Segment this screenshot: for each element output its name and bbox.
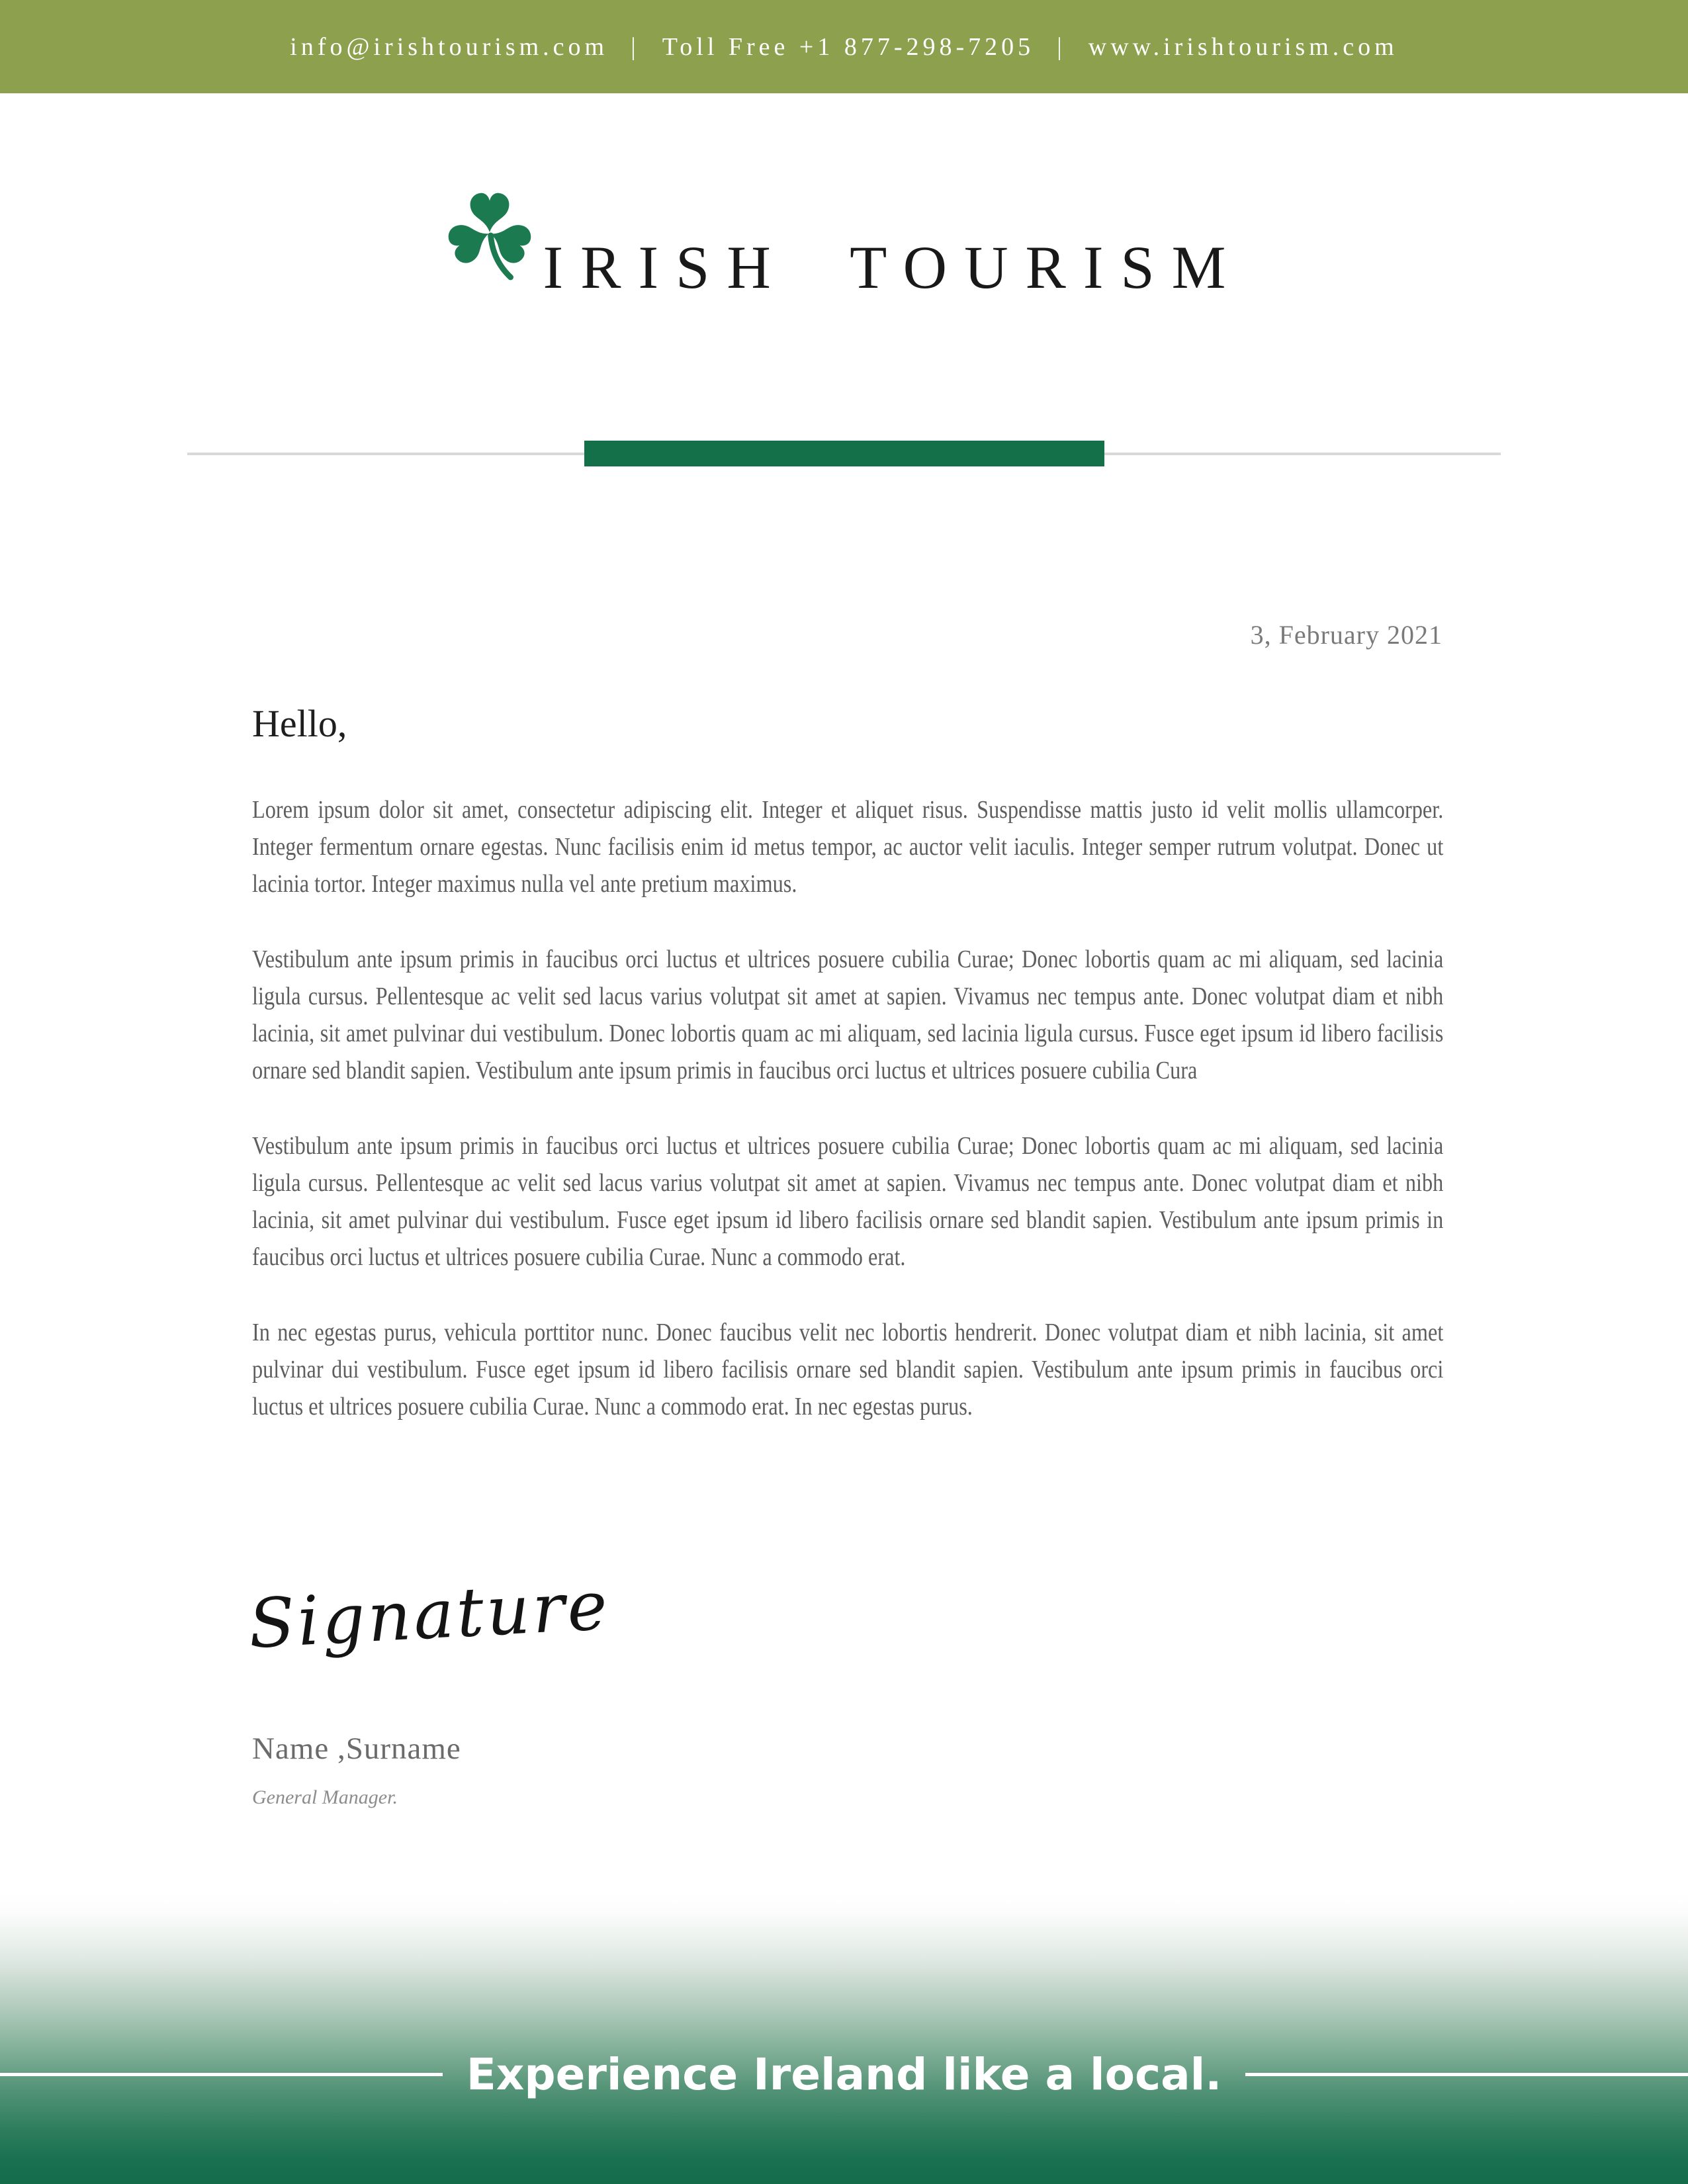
letter-paragraph: In nec egestas purus, vehicula porttitor nunc. Donec faucibus velit nec lobortis hendrerit. Donec volutpat diam et nibh lacinia, sit amet pulvinar dui vestibulum. Fusce eget ipsum id libero facilisis ornare sed blandit sapien. Vestibulum ante ipsum primis in faucibus orci luctus et ultrices posuere cubilia Curae. Nunc a commodo erat. In nec egestas purus.	[252, 1319, 1444, 1420]
letter-paragraph: Lorem ipsum dolor sit amet, consectetur adipiscing elit. Integer et aliquet risus. Suspendisse mattis justo id velit mollis ullamcorper. Integer fermentum ornare egestas. Nunc facilisis enim id metus tempor, ac auctor velit iaculis. Integer semper rutrum volutpat. Donec ut lacinia tortor. Integer maximus nulla vel ante pretium maximus.	[252, 796, 1444, 898]
signature-script: Signature	[246, 1566, 612, 1664]
letter-greeting: Hello,	[252, 702, 347, 745]
contact-email: info@irishtourism.com	[290, 32, 609, 61]
contact-toll-free: Toll Free +1 877-298-7205	[662, 32, 1035, 61]
contact-separator: |	[1057, 32, 1066, 61]
signer-title: General Manager.	[252, 1786, 398, 1808]
letter-date: 3, February 2021	[1250, 620, 1443, 650]
brand-name: IRISH TOURISM	[543, 234, 1243, 301]
footer-gradient	[0, 1892, 1688, 2184]
contact-website: www.irishtourism.com	[1088, 32, 1398, 61]
divider-accent-bar	[584, 441, 1104, 466]
logo	[0, 191, 1688, 301]
signer-name: Name ,Surname	[252, 1731, 461, 1766]
tagline-row	[0, 2044, 1688, 2104]
tagline-rule-left	[0, 2073, 443, 2076]
footer-tagline: Experience Ireland like a local.	[466, 2048, 1222, 2100]
contact-separator: |	[631, 32, 640, 61]
letter-body	[252, 791, 1443, 1463]
shamrock-icon	[445, 191, 534, 283]
letter-paragraph: Vestibulum ante ipsum primis in faucibus orci luctus et ultrices posuere cubilia Curae; Donec lobortis quam ac mi aliquam, sed lacinia ligula cursus. Pellentesque ac velit sed lacus varius volutpat sit amet at sapien. Vivamus nec tempus ante. Donec volutpat diam et nibh lacinia, sit amet pulvinar dui vestibulum. Donec lobortis quam ac mi aliquam, sed lacinia ligula cursus. Fusce eget ipsum id libero facilisis ornare sed blandit sapien. Vestibulum ante ipsum primis in faucibus orci luctus et ultrices posuere cubilia Cura	[252, 945, 1444, 1084]
letter-paragraph: Vestibulum ante ipsum primis in faucibus orci luctus et ultrices posuere cubilia Curae; Donec lobortis quam ac mi aliquam, sed lacinia ligula cursus. Pellentesque ac velit sed lacus varius volutpat sit amet at sapien. Vivamus nec tempus ante. Donec volutpat diam et nibh lacinia, sit amet pulvinar dui vestibulum. Fusce eget ipsum id libero facilisis ornare sed blandit sapien. Vestibulum ante ipsum primis in faucibus orci luctus et ultrices posuere cubilia Curae. Nunc a commodo erat.	[252, 1132, 1444, 1271]
contact-bar	[0, 0, 1688, 93]
tagline-rule-right	[1245, 2073, 1688, 2076]
